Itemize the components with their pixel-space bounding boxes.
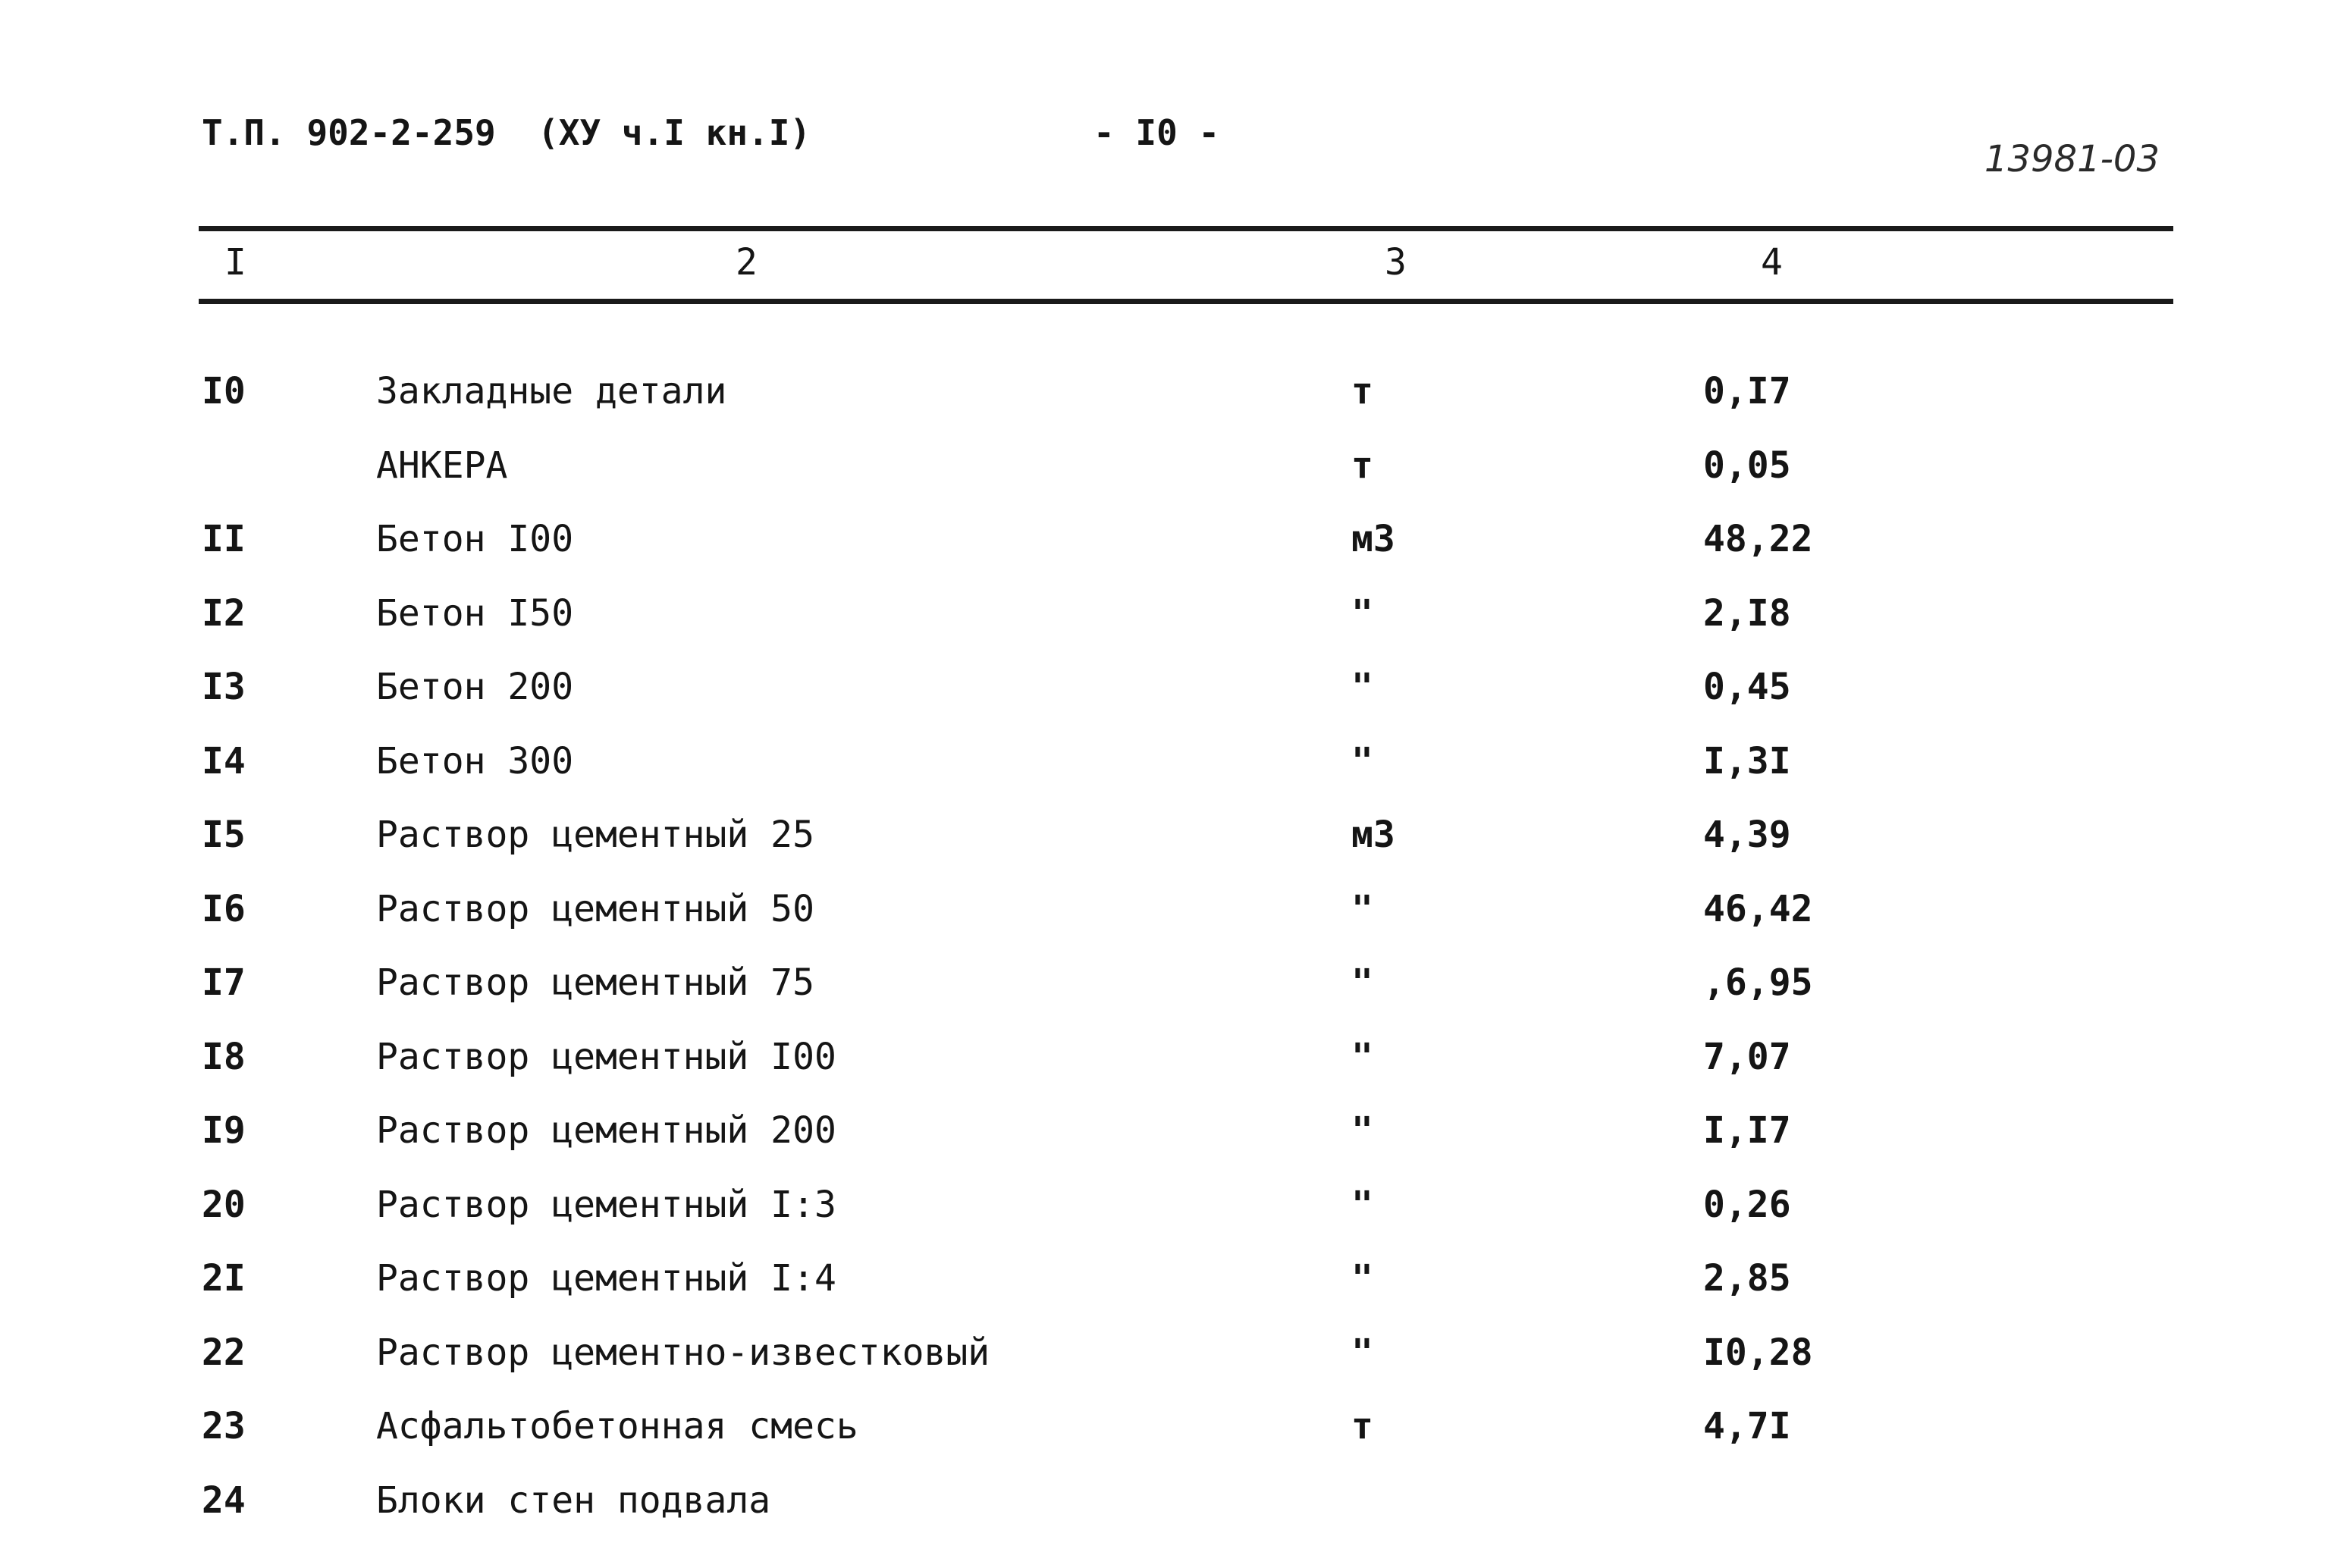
table-header-rule xyxy=(199,299,2173,304)
material-name: Раствор цементный 50 xyxy=(376,887,814,930)
column-header-4: 4 xyxy=(1761,241,1783,284)
material-name: Раствор цементный I:3 xyxy=(376,1183,836,1226)
quantity: 4,39 xyxy=(1703,814,1791,856)
row-number: 22 xyxy=(202,1331,246,1374)
row-number: I2 xyxy=(202,591,246,635)
material-name: Бетон 200 xyxy=(376,666,574,708)
material-name: Бетон I50 xyxy=(376,591,574,635)
material-name: Бетон I00 xyxy=(376,518,574,560)
unit: " xyxy=(1351,1183,1373,1226)
materials-table xyxy=(0,367,2328,1550)
table-row xyxy=(0,515,2328,589)
quantity: I,I7 xyxy=(1703,1109,1791,1152)
material-name: Раствор цементный 200 xyxy=(376,1109,836,1152)
quantity: 4,7I xyxy=(1703,1405,1791,1447)
row-number: 23 xyxy=(202,1405,246,1447)
table-row xyxy=(0,1254,2328,1328)
row-number: I7 xyxy=(202,961,246,1004)
quantity: 0,I7 xyxy=(1703,370,1791,412)
material-name: Блоки стен подвала xyxy=(376,1479,771,1522)
table-row xyxy=(0,958,2328,1033)
material-name: Раствор цементно-известковый xyxy=(376,1331,990,1374)
table-row xyxy=(0,441,2328,516)
row-number: I6 xyxy=(202,887,246,930)
material-name: Закладные детали xyxy=(376,370,727,412)
unit: " xyxy=(1351,961,1373,1004)
row-number: 2I xyxy=(202,1257,246,1300)
unit: " xyxy=(1351,1109,1373,1152)
quantity: 0,45 xyxy=(1703,666,1791,708)
table-row xyxy=(0,367,2328,441)
material-name: Раствор цементный I00 xyxy=(376,1035,836,1078)
column-header-1: I xyxy=(224,241,246,284)
material-name: Асфальтобетонная смесь xyxy=(376,1405,858,1447)
quantity: 46,42 xyxy=(1703,887,1813,930)
quantity: 48,22 xyxy=(1703,518,1813,560)
row-number: I5 xyxy=(202,814,246,856)
material-name: Раствор цементный 75 xyxy=(376,961,814,1004)
row-number: I3 xyxy=(202,666,246,708)
table-row xyxy=(0,1328,2328,1403)
archive-number: 13981-03 xyxy=(1984,138,2160,180)
quantity: ,6,95 xyxy=(1703,961,1813,1004)
table-row xyxy=(0,1476,2328,1551)
document-code: Т.П. 902-2-259 (ХУ ч.I кн.I) xyxy=(202,112,811,153)
unit: м3 xyxy=(1351,518,1395,560)
quantity: 0,26 xyxy=(1703,1183,1791,1226)
quantity: 7,07 xyxy=(1703,1035,1791,1078)
quantity: 0,05 xyxy=(1703,444,1791,487)
unit: " xyxy=(1351,1257,1373,1300)
column-header-3: 3 xyxy=(1385,241,1407,284)
quantity: 2,I8 xyxy=(1703,591,1791,635)
row-number: I8 xyxy=(202,1035,246,1078)
column-header-2: 2 xyxy=(736,241,758,284)
table-row xyxy=(0,1402,2328,1476)
quantity: I,3I xyxy=(1703,739,1791,782)
page-number: - I0 - xyxy=(1093,112,1220,153)
table-row xyxy=(0,811,2328,885)
unit: " xyxy=(1351,887,1373,930)
table-row xyxy=(0,1033,2328,1107)
material-name: Раствор цементный I:4 xyxy=(376,1257,836,1300)
unit: " xyxy=(1351,1035,1373,1078)
unit: т xyxy=(1351,370,1373,412)
table-row xyxy=(0,663,2328,737)
row-number: I0 xyxy=(202,370,246,412)
table-row xyxy=(0,589,2328,663)
table-row xyxy=(0,1181,2328,1255)
table-row xyxy=(0,737,2328,811)
row-number: 24 xyxy=(202,1479,246,1522)
unit: м3 xyxy=(1351,814,1395,856)
table-row xyxy=(0,1106,2328,1181)
row-number: 20 xyxy=(202,1183,246,1226)
table-row xyxy=(0,885,2328,959)
material-name: Бетон 300 xyxy=(376,739,574,782)
row-number: I9 xyxy=(202,1109,246,1152)
material-name: Раствор цементный 25 xyxy=(376,814,814,856)
unit: " xyxy=(1351,591,1373,635)
material-name: АНКЕРА xyxy=(376,444,508,487)
unit: " xyxy=(1351,666,1373,708)
unit: т xyxy=(1351,1405,1373,1447)
row-number: II xyxy=(202,518,246,560)
unit: " xyxy=(1351,1331,1373,1374)
quantity: 2,85 xyxy=(1703,1257,1791,1300)
quantity: I0,28 xyxy=(1703,1331,1813,1374)
unit: т xyxy=(1351,444,1373,487)
unit: " xyxy=(1351,739,1373,782)
table-top-rule xyxy=(199,226,2173,231)
row-number: I4 xyxy=(202,739,246,782)
